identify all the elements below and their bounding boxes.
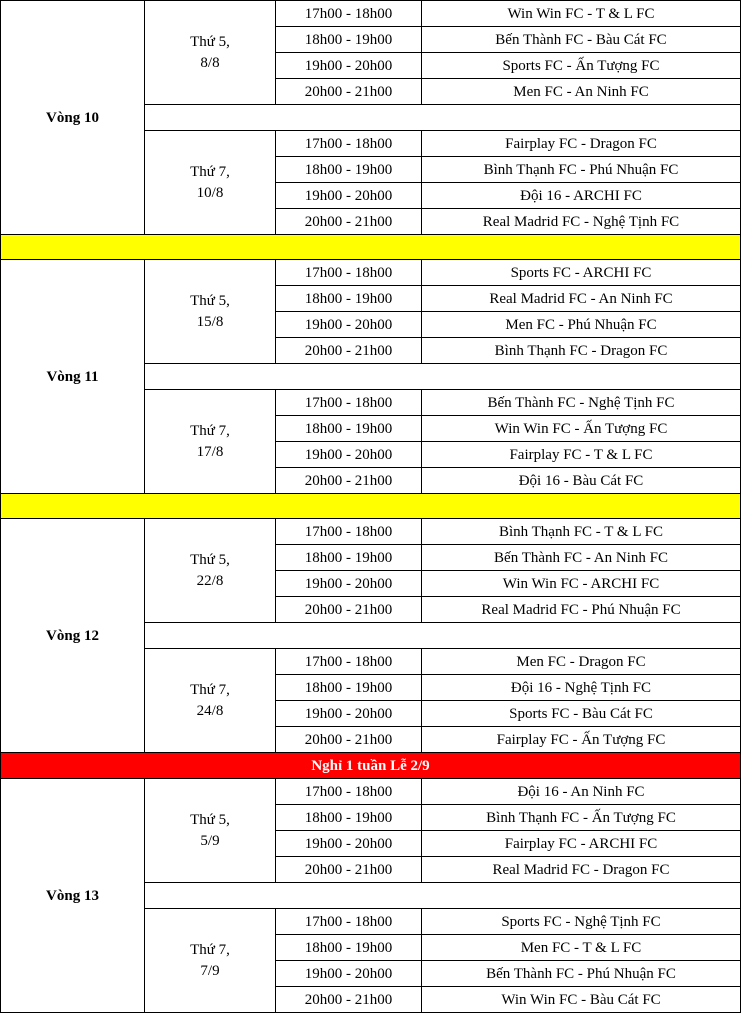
round-break-row	[1, 235, 741, 260]
match-teams: Win Win FC - Ấn Tượng FC	[422, 416, 741, 442]
match-day	[145, 131, 276, 235]
spacer-cell	[145, 883, 741, 909]
day-date: 8/8	[200, 54, 220, 71]
match-row	[1, 779, 741, 805]
day-date: 24/8	[196, 702, 224, 719]
match-time: 20h00 - 21h00	[276, 468, 422, 494]
day-date: 22/8	[196, 572, 224, 589]
match-teams: Bến Thành FC - Nghệ Tịnh FC	[422, 390, 741, 416]
match-teams: Win Win FC - T & L FC	[422, 1, 741, 27]
match-day	[145, 260, 276, 364]
match-time: 18h00 - 19h00	[276, 545, 422, 571]
round-break-bar	[1, 235, 741, 260]
match-teams: Bình Thạnh FC - Dragon FC	[422, 338, 741, 364]
match-row	[1, 1, 741, 27]
match-time: 20h00 - 21h00	[276, 338, 422, 364]
day-date: 17/8	[196, 443, 224, 460]
match-row	[1, 519, 741, 545]
match-time: 20h00 - 21h00	[276, 79, 422, 105]
match-teams: Win Win FC - Bàu Cát FC	[422, 987, 741, 1013]
match-time: 18h00 - 19h00	[276, 286, 422, 312]
holiday-note: Nghỉ 1 tuần Lễ 2/9	[1, 753, 741, 779]
match-teams: Bến Thành FC - Bàu Cát FC	[422, 27, 741, 53]
match-time: 20h00 - 21h00	[276, 209, 422, 235]
match-time: 17h00 - 18h00	[276, 390, 422, 416]
match-teams: Bình Thạnh FC - Ấn Tượng FC	[422, 805, 741, 831]
match-teams: Fairplay FC - Dragon FC	[422, 131, 741, 157]
match-teams: Đội 16 - Bàu Cát FC	[422, 468, 741, 494]
match-teams: Real Madrid FC - An Ninh FC	[422, 286, 741, 312]
match-time: 19h00 - 20h00	[276, 442, 422, 468]
day-name: Thứ 5,	[190, 811, 230, 828]
match-time: 19h00 - 20h00	[276, 571, 422, 597]
match-day	[145, 649, 276, 753]
day-name: Thứ 7,	[190, 681, 230, 698]
day-name: Thứ 7,	[190, 163, 230, 180]
match-teams: Win Win FC - ARCHI FC	[422, 571, 741, 597]
match-teams: Đội 16 - ARCHI FC	[422, 183, 741, 209]
match-time: 18h00 - 19h00	[276, 157, 422, 183]
day-date: 7/9	[200, 962, 220, 979]
match-time: 17h00 - 18h00	[276, 649, 422, 675]
match-teams: Bình Thạnh FC - Phú Nhuận FC	[422, 157, 741, 183]
spacer-cell	[145, 623, 741, 649]
match-day	[145, 779, 276, 883]
day-name: Thứ 7,	[190, 941, 230, 958]
match-teams: Sports FC - Nghệ Tịnh FC	[422, 909, 741, 935]
match-day	[145, 1, 276, 105]
match-teams: Real Madrid FC - Phú Nhuận FC	[422, 597, 741, 623]
match-time: 18h00 - 19h00	[276, 935, 422, 961]
holiday-row	[1, 753, 741, 779]
match-time: 19h00 - 20h00	[276, 53, 422, 79]
match-teams: Fairplay FC - T & L FC	[422, 442, 741, 468]
round-break-row	[1, 494, 741, 519]
match-teams: Bình Thạnh FC - T & L FC	[422, 519, 741, 545]
match-day	[145, 390, 276, 494]
match-time: 20h00 - 21h00	[276, 857, 422, 883]
match-time: 17h00 - 18h00	[276, 519, 422, 545]
match-teams: Đội 16 - An Ninh FC	[422, 779, 741, 805]
match-teams: Men FC - T & L FC	[422, 935, 741, 961]
spacer-cell	[145, 364, 741, 390]
match-teams: Bến Thành FC - An Ninh FC	[422, 545, 741, 571]
day-name: Thứ 5,	[190, 551, 230, 568]
match-time: 20h00 - 21h00	[276, 727, 422, 753]
match-time: 19h00 - 20h00	[276, 312, 422, 338]
match-teams: Sports FC - Bàu Cát FC	[422, 701, 741, 727]
day-date: 15/8	[196, 313, 224, 330]
match-time: 19h00 - 20h00	[276, 183, 422, 209]
match-time: 20h00 - 21h00	[276, 597, 422, 623]
spacer-cell	[145, 105, 741, 131]
day-name: Thứ 5,	[190, 33, 230, 50]
match-day	[145, 519, 276, 623]
match-time: 18h00 - 19h00	[276, 675, 422, 701]
day-name: Thứ 5,	[190, 292, 230, 309]
match-time: 18h00 - 19h00	[276, 27, 422, 53]
match-time: 19h00 - 20h00	[276, 701, 422, 727]
day-date: 5/9	[200, 832, 220, 849]
round-label: Vòng 11	[1, 260, 145, 494]
match-teams: Men FC - Phú Nhuận FC	[422, 312, 741, 338]
match-teams: Real Madrid FC - Dragon FC	[422, 857, 741, 883]
match-time: 17h00 - 18h00	[276, 260, 422, 286]
day-date: 10/8	[196, 184, 224, 201]
match-teams: Bến Thành FC - Phú Nhuận FC	[422, 961, 741, 987]
match-time: 17h00 - 18h00	[276, 1, 422, 27]
day-name: Thứ 7,	[190, 422, 230, 439]
match-teams: Men FC - An Ninh FC	[422, 79, 741, 105]
match-time: 19h00 - 20h00	[276, 961, 422, 987]
match-time: 17h00 - 18h00	[276, 779, 422, 805]
match-teams: Đội 16 - Nghệ Tịnh FC	[422, 675, 741, 701]
round-break-bar	[1, 494, 741, 519]
match-row	[1, 260, 741, 286]
match-teams: Sports FC - ARCHI FC	[422, 260, 741, 286]
match-time: 20h00 - 21h00	[276, 987, 422, 1013]
match-teams: Fairplay FC - ARCHI FC	[422, 831, 741, 857]
match-day	[145, 909, 276, 1013]
round-label: Vòng 10	[1, 1, 145, 235]
match-time: 17h00 - 18h00	[276, 909, 422, 935]
match-teams: Fairplay FC - Ấn Tượng FC	[422, 727, 741, 753]
match-time: 18h00 - 19h00	[276, 805, 422, 831]
match-teams: Men FC - Dragon FC	[422, 649, 741, 675]
round-label: Vòng 13	[1, 779, 145, 1013]
match-teams: Sports FC - Ấn Tượng FC	[422, 53, 741, 79]
match-time: 18h00 - 19h00	[276, 416, 422, 442]
match-time: 17h00 - 18h00	[276, 131, 422, 157]
match-teams: Real Madrid FC - Nghệ Tịnh FC	[422, 209, 741, 235]
round-label: Vòng 12	[1, 519, 145, 753]
match-time: 19h00 - 20h00	[276, 831, 422, 857]
